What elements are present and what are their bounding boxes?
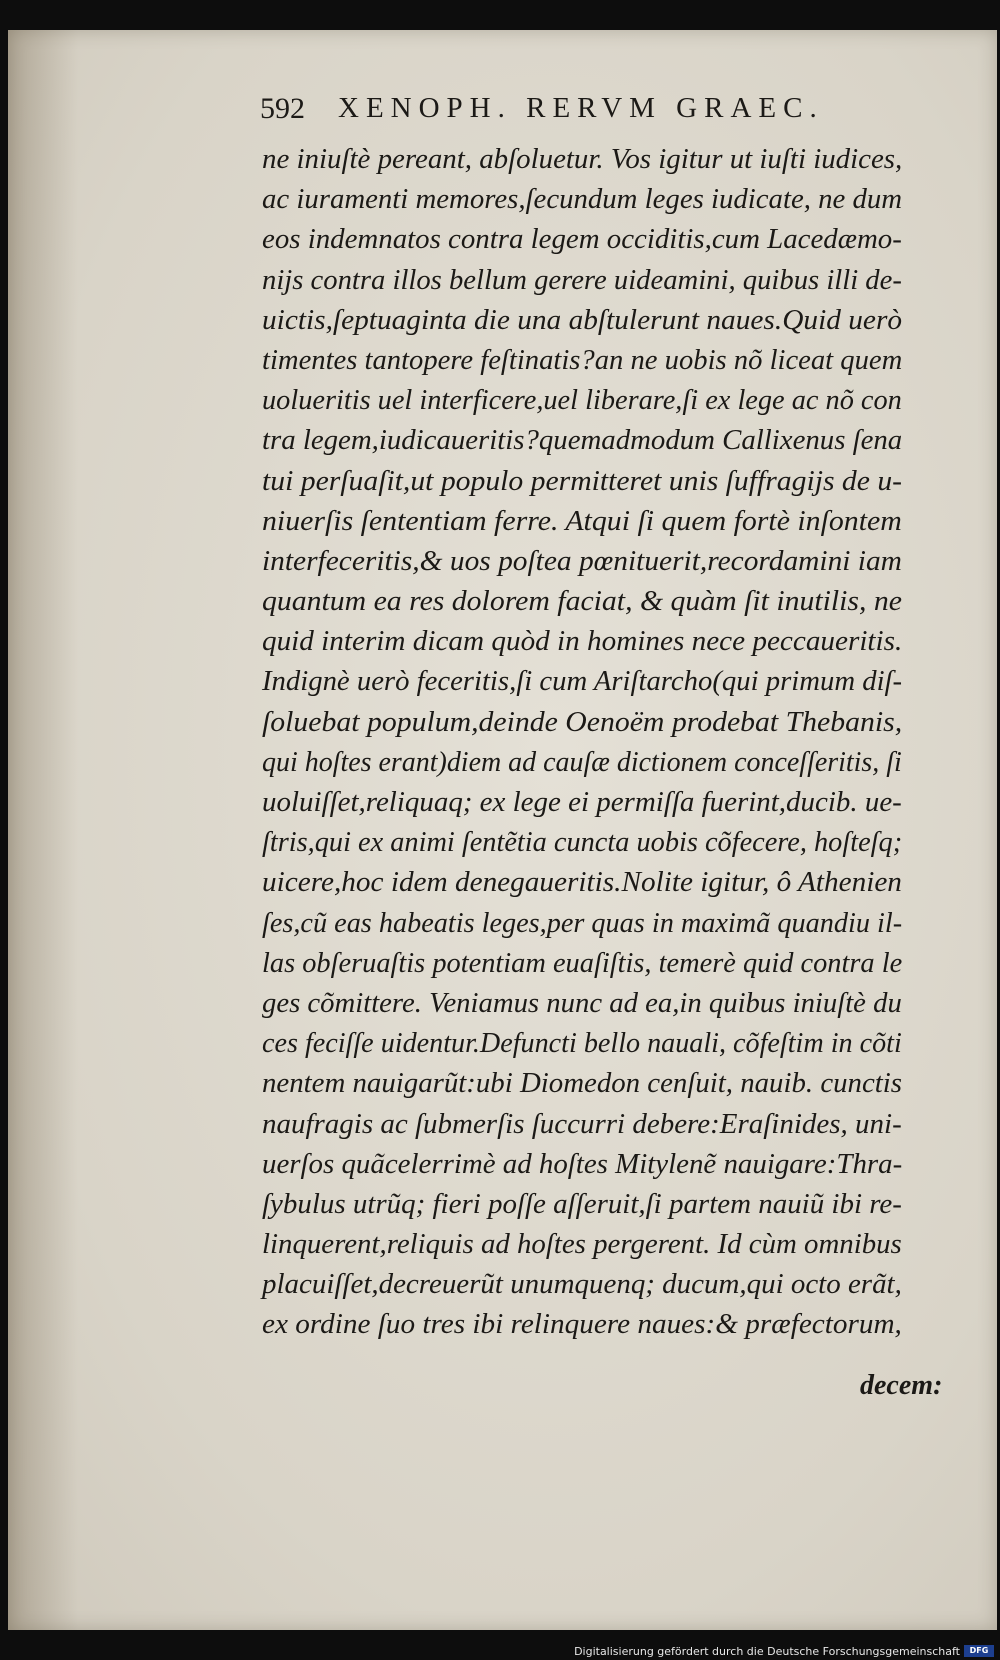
text-line: interfeceritis,& uos poſtea pœnituerit,recordamini iam — [262, 545, 902, 577]
text-line: ſes,cũ eas habeatis leges,per quas in maximã quandiu il- — [262, 907, 903, 939]
text-line: uicere,hoc idem denegaueritis.Nolite igitur, ô Athenien — [262, 867, 902, 899]
text-line: ne iniuſtè pereant, abſoluetur. Vos igitur ut iuſti iudices, — [262, 144, 903, 175]
text-line: naufragis ac ſubmerſis ſuccurri debere:Eraſinides, uni- — [262, 1108, 902, 1140]
funding-note: Digitalisierung gefördert durch die Deutsche Forschungsgemeinschaft — [574, 1645, 960, 1658]
text-line: las obſeruaſtis potentiam euaſiſtis, temerè quid contra le — [262, 947, 903, 979]
text-line: ex ordine ſuo tres ibi relinquere naues:& præfectorum, — [262, 1309, 902, 1341]
dfg-logo: DFG — [964, 1645, 994, 1657]
text-line: ſoluebat populum,deinde Oenoëm prodebat Thebanis, — [262, 706, 903, 738]
catchword: decem: — [860, 1370, 943, 1401]
text-line: qui hoſtes erant)diem ad cauſæ dictionem conceſſeritis, ſi — [262, 746, 902, 778]
page-number: 592 — [260, 92, 305, 125]
text-line: quantum ea res dolorem faciat, & quàm ſit inutilis, ne — [262, 586, 902, 618]
text-line: eos indemnatos contra legem occiditis,cum Lacedæmo- — [262, 224, 902, 256]
text-block — [262, 140, 962, 1346]
text-line: nentem nauigarũt:ubi Diomedon cenſuit, nauib. cunctis — [262, 1068, 903, 1100]
text-line: ac iuramenti memores,ſecundum leges iudicate, ne dum — [262, 184, 903, 216]
text-line: tra legem,iudicaueritis?quemadmodum Callixenus ſena — [262, 425, 903, 457]
text-line: ſtris,qui ex animi ſentẽtia cuncta uobis cõfecere, hoſteſq; — [262, 827, 903, 859]
text-line: ges cõmittere. Veniamus nunc ad ea,in quibus iniuſtè du — [262, 987, 902, 1019]
running-title: XENOPH. RERVM GRAEC. — [338, 92, 824, 124]
running-head — [260, 92, 880, 132]
text-line: ſybulus utrũq; fieri poſſe aſſeruit,ſi partem nauiũ ibi re- — [262, 1188, 902, 1220]
text-line: linquerent,reliquis ad hoſtes pergerent. Id cùm omnibus — [262, 1229, 902, 1261]
text-line: uoluiſſet,reliquaq; ex lege ei permiſſa fuerint,ducib. ue- — [262, 787, 902, 818]
text-line: ces feciſſe uidentur.Defuncti bello nauali, cõfeſtim in cõti — [262, 1028, 902, 1060]
book-page — [8, 30, 997, 1630]
digitization-footer — [0, 1642, 1000, 1660]
text-line: niuerſis ſententiam ferre. Atqui ſi quem fortè inſontem — [262, 505, 902, 537]
text-line: placuiſſet,decreuerũt unumquenq; ducum,qui octo erãt, — [262, 1269, 902, 1301]
text-line: nijs contra illos bellum gerere uideamini, quibus illi de- — [262, 264, 902, 296]
text-line: tui perſuaſit,ut populo permitteret unis ſuffragijs de u- — [262, 465, 903, 497]
spine-shadow — [8, 30, 78, 1630]
text-line: quid interim dicam quòd in homines nece peccaueritis. — [262, 626, 903, 658]
text-line: uictis,ſeptuaginta die una abſtulerunt naues.Quid uerò — [262, 304, 903, 336]
text-line: uolueritis uel interficere,uel liberare,ſi ex lege ac nõ con — [262, 385, 902, 417]
text-line: Indignè uerò feceritis,ſi cum Ariſtarcho(qui primum diſ- — [262, 666, 903, 698]
text-line: uerſos quãcelerrimè ad hoſtes Mitylenẽ nauigare:Thra- — [262, 1148, 903, 1180]
text-line: timentes tantopere feſtinatis?an ne uobis nõ liceat quem — [262, 344, 903, 376]
